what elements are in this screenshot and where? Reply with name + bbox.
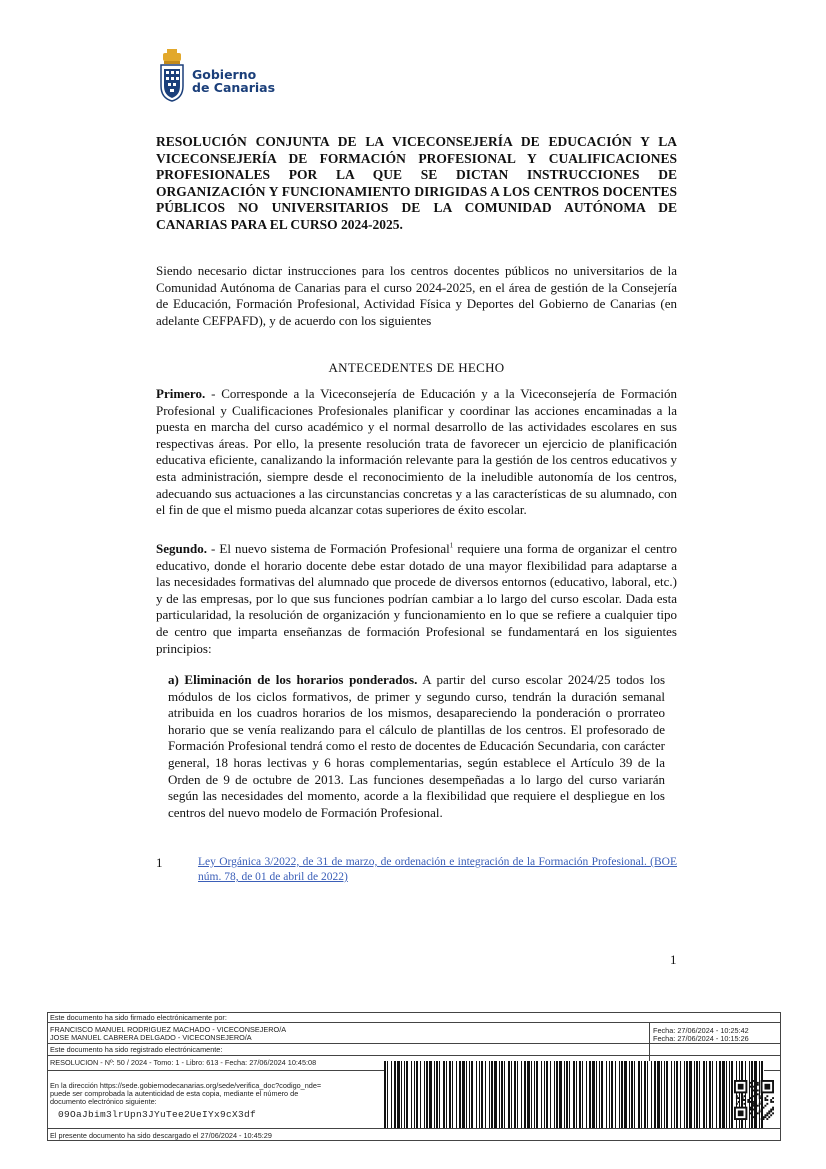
stamp-signers-row — [48, 1023, 780, 1044]
footnote — [156, 855, 677, 885]
logo-line-1: Gobierno — [192, 67, 257, 82]
stamp-signed-row — [48, 1013, 780, 1023]
electronic-signature-stamp — [47, 1012, 781, 1141]
footnote-ref[interactable]: 1 — [449, 541, 454, 550]
stamp-downloaded: El presente documento ha sido descargado el 27/06/2024 - 10:45:29 — [50, 1131, 272, 1140]
stamp-registered-header: Este documento ha sido registrado electrónicamente: — [50, 1045, 223, 1054]
paragraph-body: - Corresponde a la Viceconsejería de Educación y a la Viceconsejería de Formación Profesional y Cualificaciones Profesionales planificar y coordinar las acciones encaminadas a la puesta en marcha del curso académico y el normal desarrollo de las actividades escolares en sus respectivas áreas. Por ello, la presente resolución trata de favorecer un ejercicio de planificación educativa eficiente, canalizando la información relevante para la gestión de los centros educativos y esta administración, siempre desde el reconocimiento de la ineludible autonomía de los centros, adecuando sus actuaciones a las circunstancias concretas y a las características de su alumnado, con el fin de que el mismo pueda alcanzar cotas superiores de éxito escolar. — [156, 386, 677, 518]
stamp-signer-1: FRANCISCO MANUEL RODRIGUEZ MACHADO - VICECONSEJERO/A — [50, 1025, 287, 1034]
page-number: 1 — [670, 952, 677, 967]
qr-code-icon — [734, 1080, 774, 1120]
stamp-date-1: Fecha: 27/06/2024 - 10:25:42 — [653, 1026, 749, 1035]
barcode-icon — [384, 1061, 770, 1128]
stamp-registered-row — [48, 1044, 780, 1056]
footnote-link[interactable]: Ley Orgánica 3/2022, de 31 de marzo, de ordenación e integración de la Formación Profesional. (BOE núm. 78, de 01 de abril de 2022) — [198, 856, 677, 883]
section-heading: ANTECEDENTES DE HECHO — [328, 360, 505, 375]
stamp-verify-line-3: documento electrónico siguiente: — [50, 1097, 157, 1106]
stamp-date-2: Fecha: 27/06/2024 - 10:15:26 — [653, 1034, 749, 1043]
logo-text — [192, 68, 275, 94]
stamp-signer-2: JOSE MANUEL CABRERA DELGADO - VICECONSEJERO/A — [50, 1033, 252, 1042]
paragraph-body: - El nuevo sistema de Formación Profesional — [206, 541, 450, 556]
gobierno-de-canarias-logo — [158, 48, 278, 102]
stamp-download-row — [48, 1128, 780, 1140]
stamp-verify-line-2: puede ser comprobada la autenticidad de esta copia, mediante el número de — [50, 1089, 299, 1098]
paragraph-body: requiere una forma de organizar el centro educativo, donde el horario docente debe estar dotado de una mayor flexibilidad para adaptarse a las necesidades formativas del alumnado que procede de diversos entornos (educativo, laboral, etc.) y de las empresas, por lo que sus funciones podrían cambiar a lo largo del curso escolar. Dada esta particularidad, la resolución de organización y funcionamiento en lo que se refiere a cualquier tipo de centro que imparta enseñanzas de formación Profesional se fundamentará en los siguientes principios: — [156, 541, 677, 656]
canarias-crest-icon — [158, 48, 186, 102]
intro-paragraph: Siendo necesario dictar instrucciones para los centros docentes públicos no universitarios de la Comunidad Autónoma de Canarias para el curso 2024-2025, en el área de gestión de la Consejería de Educación, Formación Profesional, Actividad Física y Deportes del Gobierno de Canarias (en adelante CEFPAFD), y de acuerdo con los siguientes — [156, 263, 677, 328]
paragraph-body: A partir del curso escolar 2024/25 todos los módulos de los ciclos formativos, de primer y segundo curso, tendrán la duración semanal atribuida en los cuadros horarios de los mismos, desapareciendo la ponderación o prorrateo horario que se venía realizando para el cálculo de plantillas de los centros. El profesorado de Formación Profesional tendrá como el resto de docentes de Educación Secundaria, con carácter general, 18 horas lectivas y 6 horas complementarias, según establece el Artículo 39 de la Orden de 9 de octubre de 2013. Las funciones desempeñadas a lo largo del curso variarán según las necesidades del momento, acorde a la flexibilidad que requiere el despliegue en los centros del nuevo modelo de Formación Profesional. — [168, 672, 665, 820]
paragraph-primero — [156, 386, 677, 519]
stamp-registry: RESOLUCION - Nº: 50 / 2024 - Tomo: 1 - Libro: 613 - Fecha: 27/06/2024 10:45:08 — [50, 1058, 317, 1067]
logo-line-2: de Canarias — [192, 80, 276, 95]
paragraph-lead: Primero. — [156, 386, 206, 401]
paragraph-lead: a) Eliminación de los horarios ponderados. — [168, 672, 418, 687]
footnote-number: 1 — [156, 855, 163, 870]
stamp-verify-line-1: En la dirección https://sede.gobiernodecanarias.org/sede/verifica_doc?codigo_nde= — [50, 1081, 322, 1090]
stamp-signed-header: Este documento ha sido firmado electrónicamente por: — [50, 1013, 227, 1022]
paragraph-lead: Segundo. — [156, 541, 207, 556]
document-title: RESOLUCIÓN CONJUNTA DE LA VICECONSEJERÍA DE EDUCACIÓN Y LA VICECONSEJERÍA DE FORMACIÓN PROFESIONAL Y CUALIFICACIONES PROFESIONALES POR LA QUE SE DICTAN INSTRUCCIONES DE ORGANIZACIÓN Y FUNCIONAMIENTO DIRIGIDAS A LOS CENTROS DOCENTES PÚBLICOS NO UNIVERSITARIOS DE LA COMUNIDAD AUTÓNOMA DE CANARIAS PARA EL CURSO 2024-2025. — [156, 134, 677, 232]
paragraph-segundo — [156, 541, 677, 657]
paragraph-principle-a — [168, 672, 665, 821]
stamp-csv-code: 09OaJbim3lrUpn3JYuTee2UeIYx9cX3df — [58, 1109, 257, 1120]
